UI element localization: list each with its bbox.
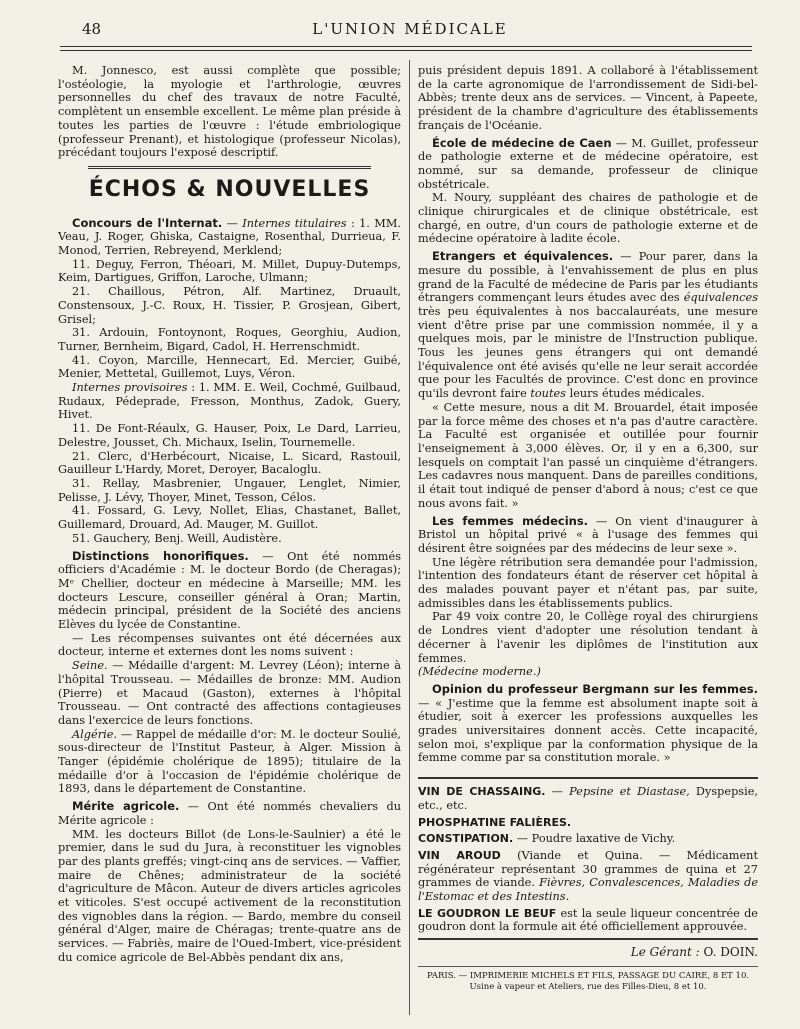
ad-goudron-text: est la seule liqueur concentrée de goudron dont la formule ait été officiellement approuvée. [418, 906, 758, 934]
etrangers-heading: Etrangers et équivalences. [432, 249, 614, 264]
distinctions-paragraph: Distinctions honorifiques. — Ont été nommés officiers d'Académie : M. le docteur Bordo (de Cheragas); Mᵉ Chellier, docteur en médecine à Marseille; MM. les docteurs Lescure, conseiller général à Oran; Martin, médecin principal, président de la Société des anciens Elèves du lycée de Constantine. [58, 548, 401, 632]
etrangers-paragraph [418, 250, 758, 401]
femmes-text-2: Une légère rétribution sera demandée pour l'admission, l'intention des fondateurs étant de réserver cet hôpital à des malades pouvant payer et n'étant pas, par suite, admissibles dans les établissements publics. [418, 555, 758, 610]
page-number: 48 [82, 20, 102, 38]
provisoires-list-4: 31. Rellay, Masbrenier, Ungauer, Lenglet, Nimier, Pelisse, J. Lévy, Thoyer, Minet, Tesson, Célos. [58, 476, 401, 504]
distinctions-text-1: Ont été nommés officiers d'Académie : M. le docteur Bordo (de Cheragas); Mᵉ Chellier, docteur en médecine à Marseille; MM. les docteurs Lescure, conseiller général à Oran; Martin, médecin principal, président de la Société des anciens Elèves du lycée de Constantine. [58, 549, 401, 632]
page-header [60, 20, 760, 42]
right-column [418, 64, 758, 1014]
distinctions-text-2: — Les récompenses suivantes ont été décernées aux docteur, interne et externes dont les noms suivent : [58, 631, 401, 659]
caen-heading: École de médecine de Caen [432, 135, 612, 150]
ad-vin-chassaing-text: Dyspepsie, etc., etc. [418, 785, 758, 812]
ad-vin-aroud [418, 849, 758, 904]
provisoires-list-6: 51. Gauchery, Benj. Weill, Audistère. [72, 531, 282, 545]
section-divider [88, 166, 371, 169]
etrangers-text-a: — Pour parer, dans la mesure du possible, à l'envahissement de plus en plus grand de la Faculté de médecine de Paris par les étudiants étrangers commençant leurs études avec des [418, 250, 758, 305]
concours-list-3: 21. Chaillous, Pétron, Alf. Martinez, Druault, Constensoux, J.-C. Roux, H. Tissier, P. Grosjean, Gibert, Grisel; [58, 285, 401, 326]
printer-imprint [418, 966, 758, 993]
printer-line-2: Usine à vapeur et Ateliers, rue des Filles-Dieu, 8 et 10. [469, 981, 707, 992]
seine-text: — Médaille d'argent: M. Levrey (Léon); interne à l'hôpital Trousseau. — Médailles de bronze: MM. Audion (Pierre) et Macaud (Gaston), externes à l'hôpital Trousseau. — Ont contracté des affections contagieuses dans l'exercice de leurs fonctions. [58, 659, 401, 727]
ad-constipation-title: CONSTIPATION. [418, 832, 514, 846]
concours-list-2: 11. Deguy, Ferron, Théoari, M. Millet, Dupuy-Dutemps, Keim, Dartigues, Griffon, Laroche, Ulmann; [58, 257, 401, 285]
left-column [58, 64, 401, 1014]
concours-heading: Concours de l'Internat. [72, 215, 223, 230]
femmes-text-3: Par 49 voix contre 20, le Collège royal des chirurgiens de Londres vient d'adopter une résolution tendant à décerner à l'avenir les diplômes de l'institution aux femmes. [418, 610, 758, 665]
distinctions-heading: Distinctions honorifiques. [72, 548, 249, 563]
running-title: L'UNION MÉDICALE [312, 20, 508, 38]
brouardel-quote: « Cette mesure, nous a dit M. Brouardel, était imposée par la force même des choses et n'a pas d'autre caractère. La Faculté est organisée et outillée pour fournir l'enseignement à 3,000 élèves. Or, il y en a 6,300, sur lesquels on comptait l'an passé un cinquième d'étrangers. Les cadavres nous manquent. Dans de pareilles conditions, il était tout indiqué de penser d'abord à nous; c'est ce que nous avons fait. » [418, 400, 758, 510]
gerant-line [418, 938, 758, 960]
femmes-source: (Médecine moderne.) [418, 665, 541, 679]
concours-list-1: 1. MM. Veau, J. Roger, Ghiska, Castaigne, Rosenthal, Durrieua, F. Monod, Terrien, Rebreyend, Merklend; [58, 216, 401, 258]
etrangers-text-c: leurs études médicales. [569, 387, 705, 401]
ad-constipation-text: — Poudre laxative de Vichy. [516, 832, 676, 846]
ad-vin-aroud-title: VIN AROUD [418, 848, 501, 862]
ad-vin-chassaing-title: VIN DE CHASSAING. [418, 785, 546, 799]
printer-line-1: PARIS. — IMPRIMERIE MICHELS ET FILS, PASSAGE DU CAIRE, 8 ET 10. [426, 970, 750, 981]
ad-constipation [418, 832, 758, 846]
etrangers-italic-1: équivalences [683, 291, 758, 305]
continuation-paragraph: puis président depuis 1891. A collaboré à l'établissement de la carte agronomique de l'arrondissement de Sidi-bel-Abbès; trente deux ans de services. — Vincent, à Papeete, président de la chambre d'agriculture des établissements français de l'Océanie. [418, 64, 758, 132]
bergmann-heading: Opinion du professeur Bergmann sur les femmes. [432, 681, 758, 696]
concours-list-5: 41. Coyon, Marcille, Hennecart, Ed. Mercier, Guibé, Menier, Mettetal, Guillemot, Luys, Véron. [58, 353, 401, 381]
merite-text-1: — Ont été nommés chevaliers du Mérite agricole : [58, 800, 401, 827]
provisoires-paragraph: Internes provisoires : 1. MM. E. Weil, Cochmé, Guilbaud, Rudaux, Pédeprade, Fresson, Monthus, Zadok, Guery, Hivet. [58, 381, 401, 422]
caen-text-2: M. Noury, suppléant des chaires de pathologie et de clinique chirurgicales et de clinique obstétricale, est chargé, en outre, d'un cours de pathologie externe et de médecine opératoire à ladite école. [418, 191, 758, 246]
provisoires-list-1: 1. MM. E. Weil, Cochmé, Guilbaud, Rudaux, Pédeprade, Fresson, Monthus, Zadok, Guery, Hivet. [58, 381, 401, 422]
caen-text-1: — M. Guillet, professeur de pathologie externe et de médecine opératoire, est nommé, sur sa demande, professeur de clinique obstétricale. [418, 136, 758, 191]
seine-label: Seine. [72, 659, 108, 673]
column-divider [409, 60, 410, 1015]
etrangers-text-b: très peu équivalentes à nos baccalauréats, une mesure vient d'être prise par une commission nommée, il y a quelques mois, par le ministre de l'Instruction publique. Tous les jeunes gens étrangers qui ont demandé l'équivalence ont été avisés qu'elle ne leur serait accordée que pour les Facultés de province. C'est donc en province qu'ils devront faire [418, 304, 758, 401]
femmes-text-1: — On vient d'inaugurer à Bristol un hôpital privé « à l'usage des femmes qui désirent être soignées par des médecins de leur sexe ». [418, 514, 758, 555]
section-title: ÉCHOS & NOUVELLES [88, 176, 371, 202]
intro-paragraph: M. Jonnesco, est aussi complète que possible; l'ostéologie, la myologie et l'arthrologie, œuvres personnelles du chef des travaux de notre Faculté, complètent un ensemble excellent. Le même plan préside à toutes les parties de l'œuvre : l'étude embriologique (professeur Prenant), et histologique (professeur Nicolas), précédant toujours l'exposé descriptif. [58, 64, 401, 160]
algerie-text: — Rappel de médaille d'or: M. le docteur Soulié, sous-directeur de l'Institut Pasteur, à Alger. Mission à Tanger (épidémie cholérique de 1895); titulaire de la médaille d'or à l'occasion de l'épidémie cholérique de 1893, dans le département de Constantine. [58, 727, 401, 796]
ad-phosphatine [418, 816, 758, 830]
etrangers-italic-2: toutes [530, 387, 566, 401]
algerie-label: Algérie. [72, 727, 117, 741]
merite-heading: Mérite agricole. [72, 799, 180, 814]
gerant-label: Le Gérant : [630, 945, 700, 960]
ad-goudron [418, 907, 758, 934]
concours-paragraph: Concours de l'Internat. — Internes titulaires : 1. MM. Veau, J. Roger, Ghiska, Castaigne, Rosenthal, Durrieua, F. Monod, Terrien, Rebreyend, Merklend; [58, 215, 401, 258]
concours-subheading: Internes titulaires [242, 216, 347, 230]
ad-vin-aroud-text: (Viande et Quina. — Médicament régénérateur représentant 30 grammes de quina et 27 grammes de viande. [418, 848, 758, 890]
ad-vin-aroud-italic: Fièvres, Convalescences, Maladies de l'Estomac et des Intestins. [418, 876, 758, 904]
provisoires-list-3: 21. Clerc, d'Herbécourt, Nicaise, L. Sicard, Rastouil, Gauilleur L'Hardy, Moret, Deroyer, Bacaloglu. [58, 449, 401, 477]
merite-paragraph [58, 800, 401, 827]
provisoires-list-2: 11. De Font-Réaulx, G. Hauser, Poix, Le Dard, Larrieu, Delestre, Jousset, Ch. Michaux, Iselin, Tournemelle. [58, 422, 401, 449]
ad-vin-chassaing: VIN DE CHASSAING. — Pepsine et Diastase, Dyspepsie, etc., etc. [418, 785, 758, 812]
advertisements [418, 777, 758, 934]
gerant-name: O. DOIN. [703, 945, 758, 960]
merite-text-2: MM. les docteurs Billot (de Lons-le-Saulnier) a été le premier, dans le sud du Jura, à reconstituer les vignobles par des plants greffés; vingt-cinq ans de services. — Vaffier, maire de Chênes; administrateur de la société d'agriculture de Mâcon. Auteur de divers articles agricoles et viticoles. S'est occupé activement de la reconstitution des vignobles dans la région. — Bardo, membre du conseil général d'Alger, maire de Chéragas; trente-quatre ans de services. — Fabriès, maire de l'Oued-Imbert, vice-président du comice agricole de Bel-Abbès pendant dix ans, [58, 827, 401, 964]
caen-paragraph [418, 137, 758, 192]
bergmann-paragraph [418, 683, 758, 765]
femmes-paragraph [418, 515, 758, 556]
femmes-heading: Les femmes médecins. [432, 513, 589, 528]
bergmann-text: — « J'estime que la femme est absolument inapte soit à étudier, soit à exercer les professions auxquelles les grades universitaires donnent accès. Cette incapacité, selon moi, s'explique par la conformation physique de la femme comme par sa constitution morale. » [418, 696, 758, 765]
distinctions-seine [58, 659, 401, 728]
ad-goudron-title: LE GOUDRON LE BEUF [418, 906, 557, 920]
provisoires-heading: Internes provisoires [72, 381, 188, 395]
provisoires-list-5: 41. Fossard, G. Levy, Nollet, Elias, Chastanet, Ballet, Guillemard, Drouard, Ad. Mauger, M. Guillot. [58, 504, 401, 532]
concours-list-4: 31. Ardouin, Fontoynont, Roques, Georghiu, Audion, Turner, Bernheim, Bigard, Cadol, H. Herrenschmidt. [58, 326, 401, 353]
header-rule-top [60, 46, 752, 47]
header-rule-bottom [60, 50, 752, 51]
ad-phosphatine-title: PHOSPHATINE FALIÈRES. [418, 815, 572, 829]
distinctions-algerie [58, 728, 401, 797]
ad-vin-chassaing-italic: Pepsine et Diastase, [569, 785, 690, 799]
